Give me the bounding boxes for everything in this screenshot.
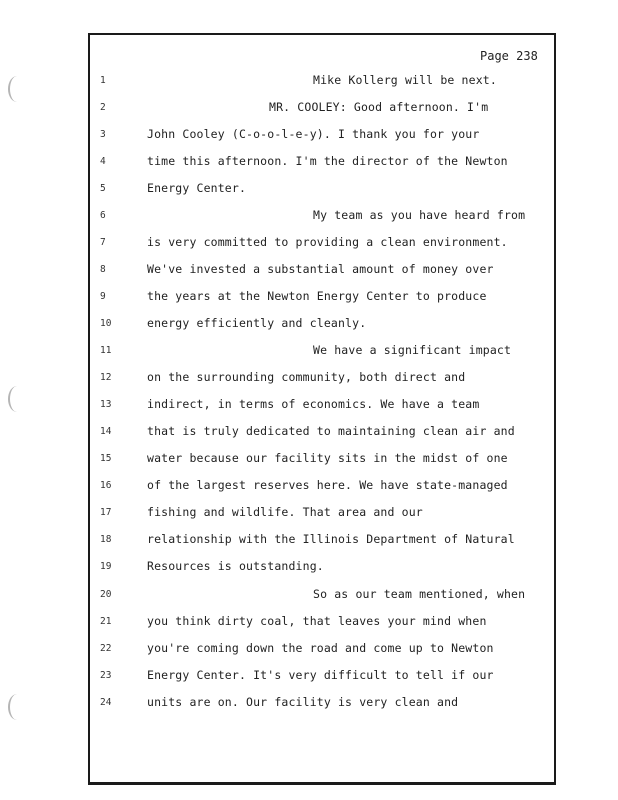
line-number: 21 — [100, 616, 112, 627]
line-text: My team as you have heard from — [313, 208, 526, 222]
line-text: indirect, in terms of economics. We have a team — [147, 397, 480, 411]
line-text: We've invested a substantial amount of money over — [147, 262, 494, 276]
line-number: 13 — [100, 399, 112, 410]
transcript-line — [100, 102, 550, 122]
line-text: So as our team mentioned, when — [313, 587, 526, 601]
transcript-line — [100, 210, 550, 230]
line-number: 19 — [100, 561, 112, 572]
line-text: MR. COOLEY: Good afternoon. I'm — [269, 100, 489, 114]
transcript-line — [100, 561, 550, 581]
transcript-line — [100, 345, 550, 365]
binder-hole-mark-top — [8, 76, 26, 102]
line-text: fishing and wildlife. That area and our — [147, 505, 423, 519]
line-number: 9 — [100, 291, 106, 302]
line-text: Resources is outstanding. — [147, 559, 324, 573]
binder-hole-mark-middle — [8, 386, 26, 412]
line-text: Mike Kollerg will be next. — [313, 73, 497, 87]
line-text: We have a significant impact — [313, 343, 512, 357]
line-number: 17 — [100, 507, 112, 518]
transcript-line — [100, 129, 550, 149]
line-text: time this afternoon. I'm the director of the Newton — [147, 154, 508, 168]
line-text: is very committed to providing a clean environment. — [147, 235, 508, 249]
line-number: 18 — [100, 534, 112, 545]
line-text: Energy Center. — [147, 181, 247, 195]
transcript-line — [100, 534, 550, 554]
transcript-line — [100, 156, 550, 176]
transcript-line — [100, 291, 550, 311]
transcript-line — [100, 237, 550, 257]
line-number: 2 — [100, 102, 106, 113]
line-number: 24 — [100, 697, 112, 708]
transcript-line — [100, 318, 550, 338]
transcript-line — [100, 453, 550, 473]
transcript-line — [100, 264, 550, 284]
line-number: 4 — [100, 156, 106, 167]
transcript-line — [100, 670, 550, 690]
line-number: 5 — [100, 183, 106, 194]
line-text: that is truly dedicated to maintaining clean air and — [147, 424, 515, 438]
line-number: 22 — [100, 643, 112, 654]
page-number: Page 238 — [480, 49, 538, 63]
transcript-line — [100, 399, 550, 419]
line-number: 7 — [100, 237, 106, 248]
transcript-line — [100, 616, 550, 636]
line-text: energy efficiently and cleanly. — [147, 316, 367, 330]
line-number: 20 — [100, 589, 112, 600]
line-text: on the surrounding community, both direct and — [147, 370, 466, 384]
line-text: of the largest reserves here. We have state-managed — [147, 478, 508, 492]
line-number: 8 — [100, 264, 106, 275]
line-text: the years at the Newton Energy Center to produce — [147, 289, 487, 303]
line-text: water because our facility sits in the midst of one — [147, 451, 508, 465]
transcript-line — [100, 426, 550, 446]
line-number: 11 — [100, 345, 112, 356]
transcript-line — [100, 480, 550, 500]
transcript-line — [100, 75, 550, 95]
transcript-line — [100, 372, 550, 392]
transcript-line — [100, 183, 550, 203]
transcript-line — [100, 589, 550, 609]
line-number: 16 — [100, 480, 112, 491]
line-number: 3 — [100, 129, 106, 140]
line-text: you think dirty coal, that leaves your mind when — [147, 614, 487, 628]
line-number: 12 — [100, 372, 112, 383]
line-number: 14 — [100, 426, 112, 437]
line-text: you're coming down the road and come up to Newton — [147, 641, 494, 655]
line-number: 1 — [100, 75, 106, 86]
transcript-line — [100, 697, 550, 717]
transcript-line — [100, 643, 550, 663]
binder-hole-mark-bottom — [8, 694, 26, 720]
line-text: relationship with the Illinois Department of Natural — [147, 532, 515, 546]
line-number: 23 — [100, 670, 112, 681]
line-text: units are on. Our facility is very clean and — [147, 695, 459, 709]
line-number: 15 — [100, 453, 112, 464]
line-number: 10 — [100, 318, 112, 329]
line-text: Energy Center. It's very difficult to tell if our — [147, 668, 494, 682]
line-text: John Cooley (C-o-o-l-e-y). I thank you for your — [147, 127, 480, 141]
transcript-line — [100, 507, 550, 527]
line-number: 6 — [100, 210, 106, 221]
